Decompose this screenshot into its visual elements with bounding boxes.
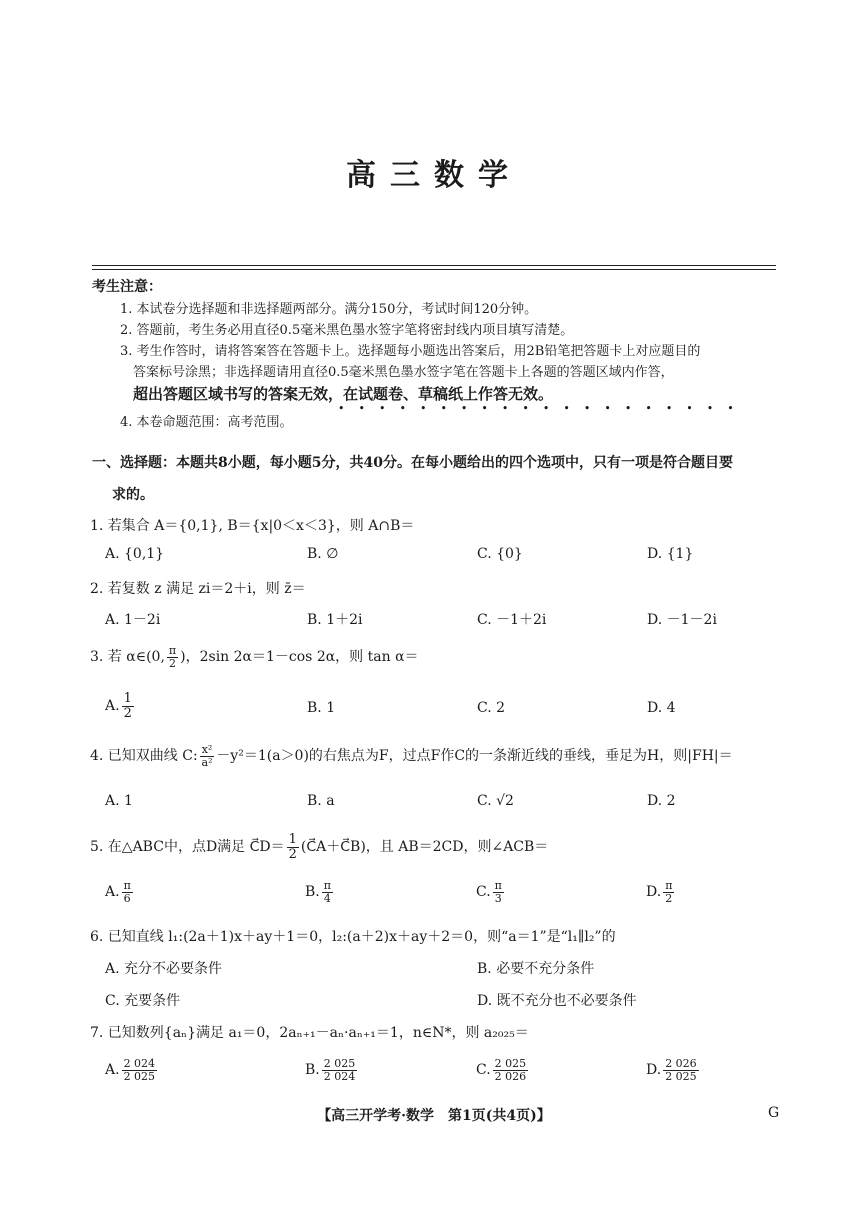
q5-option-b-label: B.: [305, 884, 320, 901]
q7-option-d-num: 2 026: [665, 1057, 697, 1070]
q1-option-d: D. {1}: [647, 546, 694, 562]
q5-option-c-den: 3: [494, 891, 502, 905]
q7-option-c: [476, 1058, 530, 1082]
q7-option-b: [305, 1058, 359, 1082]
question-1-stem: 1. 若集合 A＝{0,1}, B＝{x|0＜x＜3}，则 A∩B＝: [90, 518, 415, 534]
question-4-stem: [90, 744, 733, 768]
q5-option-d: [646, 880, 676, 904]
q2-option-c: C. －1＋2i: [477, 612, 547, 628]
q7-option-b-num: 2 025: [323, 1057, 356, 1070]
q5-option-c: [476, 880, 506, 904]
q7-option-a-fraction: [122, 1058, 158, 1082]
q5-stem-a: 5. 在△ABC中，点D满足 C⃗D＝: [90, 839, 285, 856]
q7-option-b-den: 2 024: [323, 1069, 356, 1083]
q1-option-c: C. {0}: [477, 546, 523, 562]
q6-option-b: B. 必要不充分条件: [477, 961, 595, 977]
q4-option-d: D. 2: [647, 793, 676, 809]
q5-option-c-label: C.: [476, 884, 491, 901]
version-mark: G: [768, 1105, 780, 1121]
question-2-stem: 2. 若复数 z 满足 zi＝2＋i，则 z̄＝: [90, 581, 306, 597]
q5-option-a-fraction: [122, 880, 133, 904]
q5-option-a: [105, 880, 135, 904]
notice-item-3-cont: 答案标号涂黑；非选择题请用直径0.5毫米黑色墨水签字笔在答题卡上各题的答题区域内作答，: [133, 365, 674, 380]
q3-option-a-num: 1: [123, 691, 132, 706]
page-footer: 【高三开学考·数学 第1页(共4页)】: [317, 1108, 551, 1124]
question-6-stem: 6. 已知直线 l₁:(2a＋1)x＋ay＋1＝0，l₂:(a＋2)x＋ay＋2＝0，则“a＝1”是“l₁∥l₂”的: [90, 929, 616, 945]
notice-heading: 考生注意：: [92, 279, 162, 295]
page-title: 高三数学: [346, 158, 522, 193]
q3-stem-a: 3. 若 α∈: [90, 649, 147, 666]
q5-fraction: [287, 833, 299, 861]
q3-two: 2: [169, 656, 177, 670]
q7-option-c-label: C.: [476, 1062, 491, 1079]
q7-option-a-den: 2 025: [123, 1069, 156, 1083]
q7-option-d: [646, 1058, 701, 1082]
q5-option-c-fraction: [493, 880, 504, 904]
notice-item-2: 2. 答题前，考生务必用直径0.5毫米黑色墨水签字笔将密封线内项目填写清楚。: [120, 323, 574, 338]
q2-option-b: B. 1＋2i: [307, 612, 363, 628]
question-3-stem: [90, 645, 419, 669]
q5-option-d-den: 2: [665, 891, 673, 905]
q1-option-b: B. ∅: [307, 546, 339, 562]
q3-option-a-den: 2: [123, 705, 132, 721]
q3-option-d: D. 4: [647, 700, 676, 716]
q4-stem-b: －y²＝1(a＞0)的右焦点为F，过点F作C的一条渐近线的垂线，垂足为H，则|FH|＝: [216, 748, 733, 765]
q5-option-b-den: 4: [323, 891, 331, 905]
q7-option-d-den: 2 025: [665, 1069, 697, 1083]
q5-stem-b: (C⃗A＋C⃗B)，且 AB＝2CD，则∠ACB＝: [300, 839, 549, 856]
q3-option-a-fraction: [122, 692, 134, 720]
q5-option-a-num: π: [123, 879, 131, 892]
q5-option-a-label: A.: [105, 884, 120, 901]
q3-pi: π: [168, 644, 177, 657]
q4-option-b: B. a: [307, 793, 335, 809]
q5-option-d-fraction: [663, 880, 674, 904]
q5-frac-den: 2: [288, 846, 297, 862]
q4-option-c: C. √2: [477, 793, 514, 809]
q7-option-b-label: B.: [305, 1062, 320, 1079]
q3-option-c: C. 2: [477, 700, 506, 716]
q5-option-c-num: π: [494, 879, 502, 892]
q5-option-b: [305, 880, 335, 904]
q5-option-d-num: π: [665, 879, 673, 892]
q7-option-d-fraction: [663, 1058, 699, 1082]
q7-option-a-label: A.: [105, 1062, 120, 1079]
q1-option-a: A. {0,1}: [105, 546, 165, 562]
q5-option-b-fraction: [322, 880, 333, 904]
q4-stem-a: 4. 已知双曲线 C:: [90, 748, 198, 765]
notice-item-1: 1. 本试卷分选择题和非选择题两部分。满分150分，考试时间120分钟。: [120, 302, 538, 317]
q6-option-d: D. 既不充分也不必要条件: [477, 993, 637, 1009]
notice-item-4: 4. 本卷命题范围：高考范围。: [120, 415, 293, 430]
notice-item-3: 3. 考生作答时，请将答案答在答题卡上。选择题每小题选出答案后，用2B铅笔把答题卡上对应题目的: [120, 344, 701, 359]
q7-option-a-num: 2 024: [123, 1057, 156, 1070]
question-5-stem: [90, 833, 548, 861]
q7-option-c-num: 2 025: [494, 1057, 527, 1070]
q7-option-b-fraction: [322, 1058, 358, 1082]
q4-frac-den: a²: [201, 755, 213, 769]
q4-option-a: A. 1: [105, 793, 133, 809]
q3-stem-close: ): [180, 649, 186, 666]
q7-option-d-label: D.: [646, 1062, 662, 1079]
q3-pi-fraction: [167, 645, 178, 669]
section-heading: 一、选择题：本题共8小题，每小题5分，共40分。在每小题给出的四个选项中，只有一项是符合题目要: [92, 455, 733, 471]
q5-option-a-den: 6: [123, 891, 131, 905]
q3-option-a: [105, 692, 136, 720]
q2-option-d: D. －1－2i: [647, 612, 717, 628]
q7-option-a: [105, 1058, 159, 1082]
section-heading-cont: 求的。: [112, 487, 154, 503]
question-7-stem: 7. 已知数列{aₙ}满足 a₁＝0，2aₙ₊₁－aₙ·aₙ₊₁＝1，n∈N*，则 a₂₀₂₅＝: [90, 1025, 529, 1041]
q5-frac-num: 1: [288, 832, 297, 847]
q3-option-b: B. 1: [307, 700, 336, 716]
q3-stem-b: ，2sin 2α＝1－cos 2α，则 tan α＝: [185, 649, 419, 666]
q3-stem-open: (0,: [146, 649, 165, 666]
header-rule-thin: [92, 269, 776, 270]
q6-option-a: A. 充分不必要条件: [105, 961, 223, 977]
q6-option-c: C. 充要条件: [105, 993, 181, 1009]
q7-option-c-fraction: [493, 1058, 529, 1082]
q3-option-a-label: A.: [105, 698, 120, 715]
notice-item-3-emphasis: 超出答题区域书写的答案无效，在试题卷、草稿纸上作答无效。: [133, 385, 554, 403]
header-rule: [92, 265, 776, 266]
q4-frac-num: x²: [201, 743, 213, 756]
q7-option-c-den: 2 026: [494, 1069, 527, 1083]
q5-option-b-num: π: [323, 879, 331, 892]
q5-option-d-label: D.: [646, 884, 662, 901]
emphasis-dots: ••••••••••••••••••••: [338, 402, 748, 415]
q4-fraction: [200, 744, 215, 768]
q2-option-a: A. 1－2i: [105, 612, 161, 628]
